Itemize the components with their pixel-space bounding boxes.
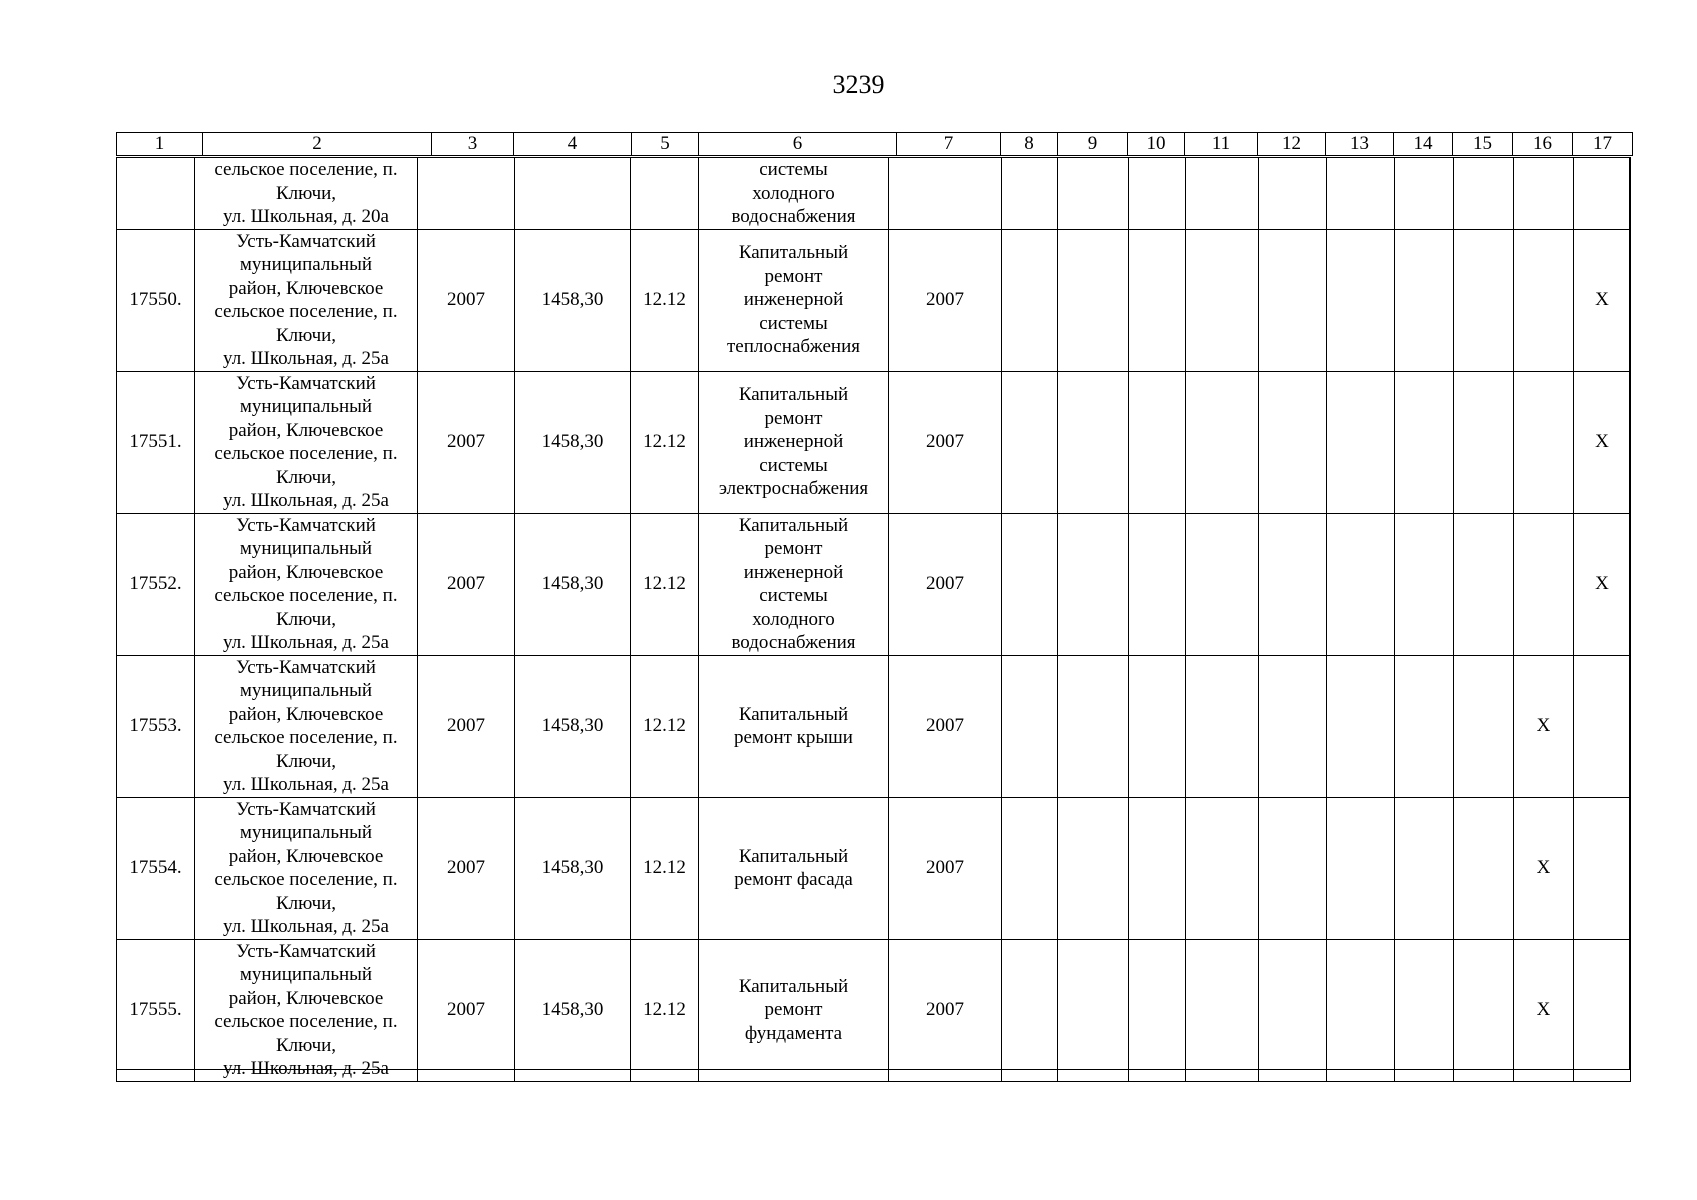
address-cell: Усть-Камчатский муниципальный район, Ключевское сельское поселение, п. Ключи, ул. Школьная, д. 25а bbox=[195, 939, 418, 1081]
code-cell: 12.12 bbox=[631, 371, 699, 513]
col10-cell bbox=[1129, 371, 1186, 513]
col9-cell bbox=[1058, 158, 1129, 230]
col9-cell bbox=[1058, 229, 1129, 371]
area-cell: 1458,30 bbox=[515, 939, 631, 1081]
col17-cell bbox=[1574, 158, 1631, 230]
col8-cell bbox=[1002, 655, 1058, 797]
col10-cell bbox=[1129, 513, 1186, 655]
col15-cell bbox=[1454, 158, 1514, 230]
col12-cell bbox=[1259, 797, 1327, 939]
column-number-cell: 13 bbox=[1326, 133, 1394, 156]
repair-register-table bbox=[116, 157, 1631, 1082]
col13-cell bbox=[1327, 513, 1395, 655]
col9-cell bbox=[1058, 939, 1129, 1081]
year-cell: 2007 bbox=[889, 513, 1002, 655]
col16-cell bbox=[1514, 158, 1574, 230]
address-cell: Усть-Камчатский муниципальный район, Ключевское сельское поселение, п. Ключи, ул. Школьная, д. 25а bbox=[195, 513, 418, 655]
col15-cell bbox=[1454, 797, 1514, 939]
year-cell: 2007 bbox=[889, 797, 1002, 939]
table-row bbox=[117, 797, 1631, 939]
column-number-header bbox=[116, 132, 1633, 156]
col17-cell: X bbox=[1574, 371, 1631, 513]
area-cell: 1458,30 bbox=[515, 371, 631, 513]
code-cell: 12.12 bbox=[631, 939, 699, 1081]
col14-cell bbox=[1395, 513, 1454, 655]
col16-cell: X bbox=[1514, 797, 1574, 939]
col16-cell bbox=[1514, 513, 1574, 655]
column-number-row bbox=[117, 133, 1633, 156]
column-number-cell: 6 bbox=[699, 133, 897, 156]
year-built-cell: 2007 bbox=[418, 371, 515, 513]
col12-cell bbox=[1259, 229, 1327, 371]
col10-cell bbox=[1129, 797, 1186, 939]
code-cell bbox=[631, 158, 699, 230]
column-number-cell: 3 bbox=[432, 133, 514, 156]
col11-cell bbox=[1186, 371, 1259, 513]
col10-cell bbox=[1129, 229, 1186, 371]
col17-cell: X bbox=[1574, 229, 1631, 371]
col15-cell bbox=[1454, 939, 1514, 1081]
year-cell: 2007 bbox=[889, 229, 1002, 371]
row-number-cell: 17552. bbox=[117, 513, 195, 655]
column-number-cell: 1 bbox=[117, 133, 203, 156]
column-number-cell: 16 bbox=[1513, 133, 1573, 156]
col15-cell bbox=[1454, 371, 1514, 513]
area-cell bbox=[515, 158, 631, 230]
col8-cell bbox=[1002, 158, 1058, 230]
code-cell: 12.12 bbox=[631, 513, 699, 655]
column-number-cell: 17 bbox=[1573, 133, 1633, 156]
col8-cell bbox=[1002, 797, 1058, 939]
col13-cell bbox=[1327, 158, 1395, 230]
col12-cell bbox=[1259, 655, 1327, 797]
column-number-cell: 12 bbox=[1258, 133, 1326, 156]
col9-cell bbox=[1058, 513, 1129, 655]
address-cell: Усть-Камчатский муниципальный район, Ключевское сельское поселение, п. Ключи, ул. Школьная, д. 25а bbox=[195, 655, 418, 797]
col17-cell bbox=[1574, 797, 1631, 939]
col13-cell bbox=[1327, 371, 1395, 513]
column-number-cell: 10 bbox=[1128, 133, 1185, 156]
address-cell: Усть-Камчатский муниципальный район, Ключевское сельское поселение, п. Ключи, ул. Школьная, д. 25а bbox=[195, 797, 418, 939]
column-number-cell: 5 bbox=[632, 133, 699, 156]
work-type-cell: Капитальный ремонт инженерной системы холодного водоснабжения bbox=[699, 513, 889, 655]
col8-cell bbox=[1002, 371, 1058, 513]
col11-cell bbox=[1186, 513, 1259, 655]
col10-cell bbox=[1129, 939, 1186, 1081]
address-cell: Усть-Камчатский муниципальный район, Ключевское сельское поселение, п. Ключи, ул. Школьная, д. 25а bbox=[195, 229, 418, 371]
col14-cell bbox=[1395, 158, 1454, 230]
col15-cell bbox=[1454, 655, 1514, 797]
col11-cell bbox=[1186, 158, 1259, 230]
table-row-continuation bbox=[117, 158, 1631, 230]
col17-cell bbox=[1574, 939, 1631, 1081]
col12-cell bbox=[1259, 513, 1327, 655]
code-cell: 12.12 bbox=[631, 797, 699, 939]
col9-cell bbox=[1058, 371, 1129, 513]
column-number-cell: 7 bbox=[897, 133, 1001, 156]
year-built-cell: 2007 bbox=[418, 655, 515, 797]
code-cell: 12.12 bbox=[631, 229, 699, 371]
area-cell: 1458,30 bbox=[515, 513, 631, 655]
work-type-cell: Капитальный ремонт фундамента bbox=[699, 939, 889, 1081]
col10-cell bbox=[1129, 158, 1186, 230]
year-cell: 2007 bbox=[889, 371, 1002, 513]
col16-cell bbox=[1514, 229, 1574, 371]
col14-cell bbox=[1395, 939, 1454, 1081]
col13-cell bbox=[1327, 655, 1395, 797]
area-cell: 1458,30 bbox=[515, 229, 631, 371]
row-number-cell: 17553. bbox=[117, 655, 195, 797]
col13-cell bbox=[1327, 229, 1395, 371]
col8-cell bbox=[1002, 939, 1058, 1081]
year-built-cell: 2007 bbox=[418, 513, 515, 655]
column-number-cell: 8 bbox=[1001, 133, 1058, 156]
year-cell: 2007 bbox=[889, 939, 1002, 1081]
col12-cell bbox=[1259, 939, 1327, 1081]
col15-cell bbox=[1454, 513, 1514, 655]
work-type-cell: Капитальный ремонт инженерной системы электроснабжения bbox=[699, 371, 889, 513]
row-number-cell: 17551. bbox=[117, 371, 195, 513]
table-row bbox=[117, 371, 1631, 513]
column-number-cell: 14 bbox=[1394, 133, 1453, 156]
column-number-cell: 4 bbox=[514, 133, 632, 156]
column-number-cell: 11 bbox=[1185, 133, 1258, 156]
year-cell: 2007 bbox=[889, 655, 1002, 797]
column-number-cell: 9 bbox=[1058, 133, 1128, 156]
col17-cell bbox=[1574, 655, 1631, 797]
col13-cell bbox=[1327, 797, 1395, 939]
col9-cell bbox=[1058, 655, 1129, 797]
year-built-cell: 2007 bbox=[418, 797, 515, 939]
work-type-cell: системы холодного водоснабжения bbox=[699, 158, 889, 230]
area-cell: 1458,30 bbox=[515, 655, 631, 797]
col14-cell bbox=[1395, 797, 1454, 939]
row-number-cell bbox=[117, 158, 195, 230]
column-number-cell: 15 bbox=[1453, 133, 1513, 156]
col8-cell bbox=[1002, 229, 1058, 371]
col12-cell bbox=[1259, 371, 1327, 513]
col16-cell: X bbox=[1514, 939, 1574, 1081]
col9-cell bbox=[1058, 797, 1129, 939]
col13-cell bbox=[1327, 939, 1395, 1081]
col14-cell bbox=[1395, 655, 1454, 797]
col12-cell bbox=[1259, 158, 1327, 230]
year-built-cell: 2007 bbox=[418, 939, 515, 1081]
work-type-cell: Капитальный ремонт крыши bbox=[699, 655, 889, 797]
col11-cell bbox=[1186, 797, 1259, 939]
col8-cell bbox=[1002, 513, 1058, 655]
col17-cell: X bbox=[1574, 513, 1631, 655]
code-cell: 12.12 bbox=[631, 655, 699, 797]
address-cell: сельское поселение, п. Ключи, ул. Школьная, д. 20а bbox=[195, 158, 418, 230]
col15-cell bbox=[1454, 229, 1514, 371]
col14-cell bbox=[1395, 229, 1454, 371]
table-row bbox=[117, 513, 1631, 655]
row-number-cell: 17555. bbox=[117, 939, 195, 1081]
work-type-cell: Капитальный ремонт инженерной системы теплоснабжения bbox=[699, 229, 889, 371]
address-cell: Усть-Камчатский муниципальный район, Ключевское сельское поселение, п. Ключи, ул. Школьная, д. 25а bbox=[195, 371, 418, 513]
row-number-cell: 17554. bbox=[117, 797, 195, 939]
row-number-cell: 17550. bbox=[117, 229, 195, 371]
col10-cell bbox=[1129, 655, 1186, 797]
year-cell bbox=[889, 158, 1002, 230]
column-number-cell: 2 bbox=[203, 133, 432, 156]
year-built-cell: 2007 bbox=[418, 229, 515, 371]
col11-cell bbox=[1186, 655, 1259, 797]
page-number: 3239 bbox=[832, 70, 885, 99]
table-row bbox=[117, 229, 1631, 371]
col11-cell bbox=[1186, 939, 1259, 1081]
col14-cell bbox=[1395, 371, 1454, 513]
area-cell: 1458,30 bbox=[515, 797, 631, 939]
col11-cell bbox=[1186, 229, 1259, 371]
work-type-cell: Капитальный ремонт фасада bbox=[699, 797, 889, 939]
year-built-cell bbox=[418, 158, 515, 230]
col16-cell: X bbox=[1514, 655, 1574, 797]
table-row bbox=[117, 939, 1631, 1081]
table-row bbox=[117, 655, 1631, 797]
col16-cell bbox=[1514, 371, 1574, 513]
